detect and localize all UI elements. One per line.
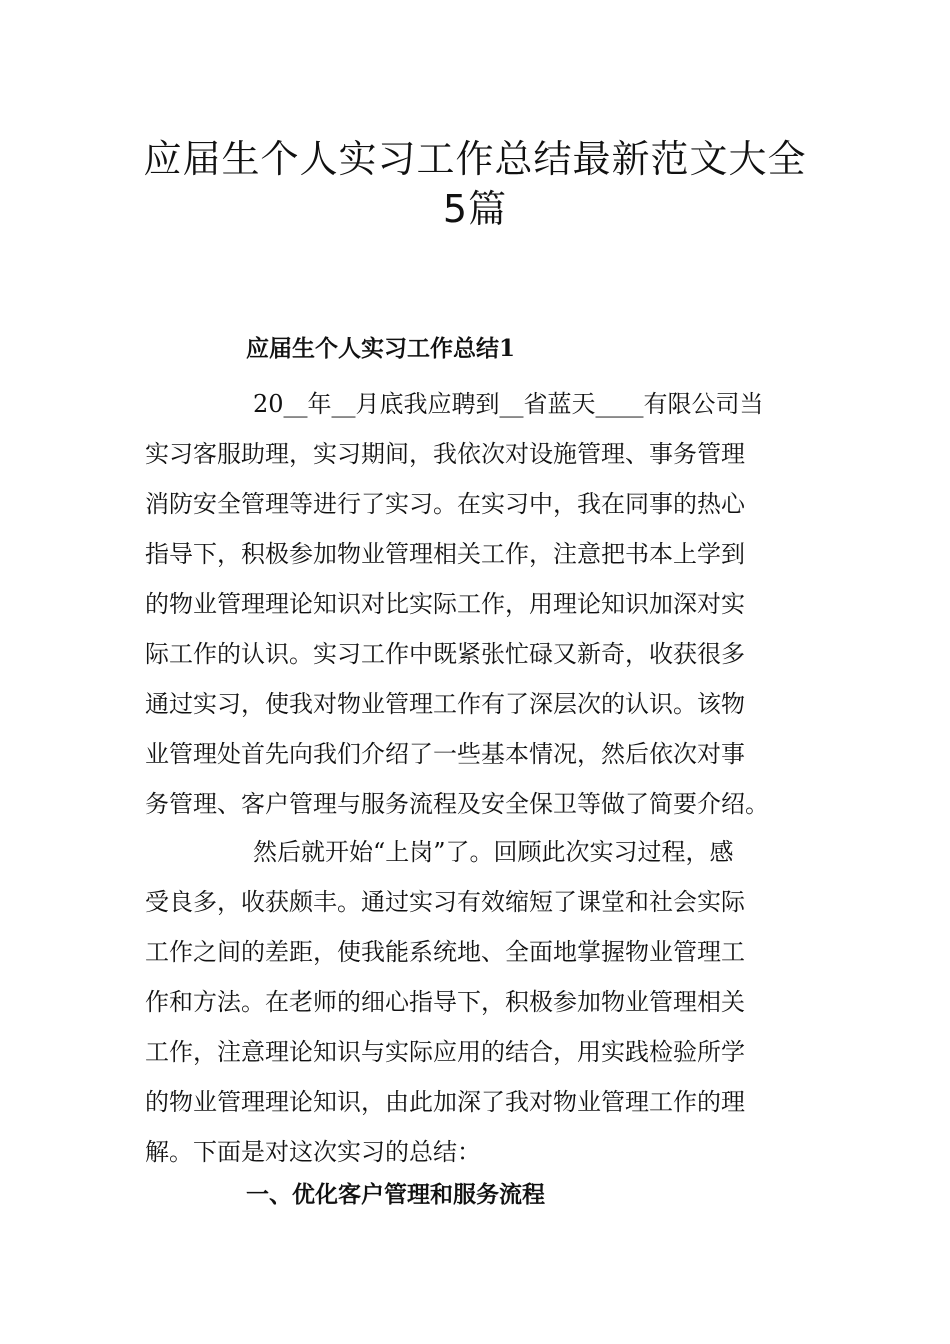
- paragraph-line: 指导下，积极参加物业管理相关工作，注意把书本上学到: [145, 540, 745, 568]
- paragraph-line: 工作之间的差距，使我能系统地、全面地掌握物业管理工: [145, 938, 745, 966]
- paragraph-line: 然后就开始“上岗”了。回顾此次实习过程，感: [253, 838, 734, 866]
- paragraph-line: 20__年__月底我应聘到__省蓝天____有限公司当: [253, 390, 764, 418]
- paragraph-line: 实习客服助理，实习期间，我依次对设施管理、事务管理: [145, 440, 745, 468]
- paragraph-line: 消防安全管理等进行了实习。在实习中，我在同事的热心: [145, 490, 745, 518]
- paragraph-line: 受良多，收获颇丰。通过实习有效缩短了课堂和社会实际: [145, 888, 745, 916]
- paragraph-line: 际工作的认识。实习工作中既紧张忙碌又新奇，收获很多: [145, 640, 745, 668]
- paragraph-line: 解。下面是对这次实习的总结：: [145, 1138, 481, 1166]
- paragraph-line: 务管理、客户管理与服务流程及安全保卫等做了简要介绍。: [145, 790, 769, 818]
- document-title-line-2: 5篇: [442, 187, 508, 231]
- section-heading: 应届生个人实习工作总结1: [246, 335, 516, 362]
- paragraph-line: 的物业管理理论知识，由此加深了我对物业管理工作的理: [145, 1088, 745, 1116]
- paragraph-line: 的物业管理理论知识对比实际工作，用理论知识加深对实: [145, 590, 745, 618]
- document-title-line-1: 应届生个人实习工作总结最新范文大全: [143, 137, 807, 181]
- paragraph-line: 通过实习，使我对物业管理工作有了深层次的认识。该物: [145, 690, 745, 718]
- subheading: 一、优化客户管理和服务流程: [246, 1181, 545, 1208]
- paragraph-line: 业管理处首先向我们介绍了一些基本情况，然后依次对事: [145, 740, 745, 768]
- paragraph-line: 工作，注意理论知识与实际应用的结合，用实践检验所学: [145, 1038, 745, 1066]
- paragraph-line: 作和方法。在老师的细心指导下，积极参加物业管理相关: [145, 988, 745, 1016]
